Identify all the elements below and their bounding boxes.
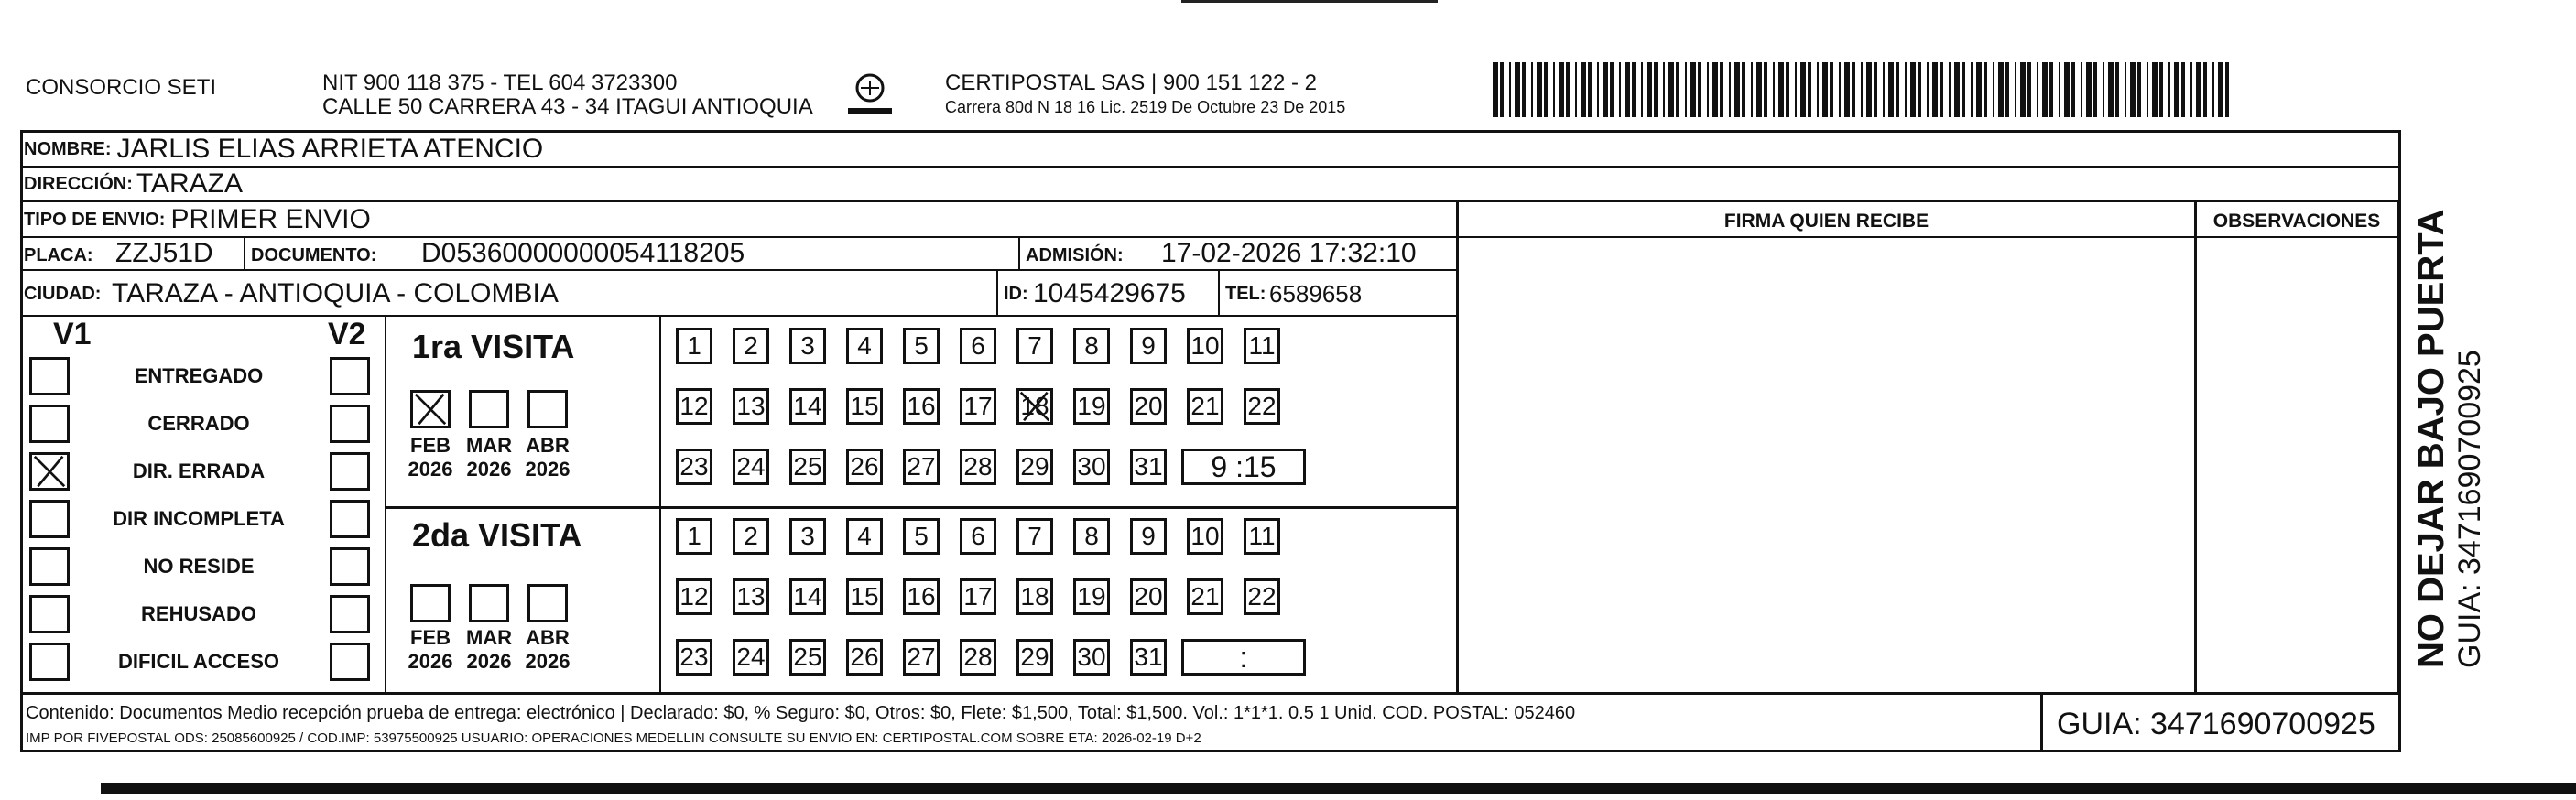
day-box[interactable]: 5 [903,328,940,364]
tipo-label: TIPO DE ENVIO: [24,209,166,230]
day-box[interactable]: 31 [1130,639,1167,676]
v1-checkbox[interactable] [29,595,70,633]
tipo-value: PRIMER ENVIO [170,204,371,234]
status-option-label: ENTREGADO [134,364,264,387]
day-box[interactable]: 19 [1073,578,1110,615]
month-name: MAR [465,626,513,649]
day-box[interactable]: 13 [733,578,769,615]
day-box[interactable]: 17 [960,578,996,615]
obs-left-border [2194,202,2197,692]
day-box[interactable]: 31 [1130,449,1167,485]
day-box[interactable]: 22 [1244,578,1280,615]
day-box[interactable]: 3 [789,518,826,555]
status-option-label: DIFICIL ACCESO [117,650,279,673]
day-box[interactable]: 5 [903,518,940,555]
day-box[interactable]: 23 [676,639,712,676]
status-option-label: CERRADO [147,412,250,435]
firma-header-line [1456,236,2399,238]
divider [2040,692,2043,752]
day-box[interactable]: 8 [1073,328,1110,364]
v2-checkbox[interactable] [330,595,370,633]
status-option [20,593,385,637]
day-box[interactable]: 10 [1187,518,1223,555]
day-box[interactable]: 19 [1073,388,1110,425]
day-box[interactable]: 7 [1016,328,1053,364]
v1-checkbox[interactable] [29,405,70,443]
divider [659,317,661,509]
month-name: MAR [465,434,513,457]
carrier-line: CERTIPOSTAL SAS | 900 151 122 - 2 [945,70,1317,95]
day-box[interactable]: 6 [960,518,996,555]
month-year: 2026 [525,458,571,481]
day-box[interactable]: 26 [846,449,883,485]
month-label [403,434,458,481]
day-box[interactable]: 12 [676,578,712,615]
id-value: 1045429675 [1033,278,1186,308]
visit2-title: 2da VISITA [412,516,582,554]
header [20,71,2401,126]
day-box[interactable]: 11 [1244,328,1280,364]
month-label [462,626,516,674]
license-line: Carrera 80d N 18 16 Lic. 2519 De Octubre 23 De 2015 [945,98,1346,116]
tel-label: TEL: [1225,284,1266,304]
v1-label: V1 [53,317,92,351]
day-box[interactable]: 21 [1187,388,1223,425]
ciudad-label: CIUDAD: [24,284,102,304]
firma-header: FIRMA QUIEN RECIBE [1723,211,1929,232]
day-box[interactable]: 23 [676,449,712,485]
time-box[interactable]: : [1181,639,1306,676]
divider [244,238,245,269]
footer-line2: IMP POR FIVEPOSTAL ODS: 25085600925 / COD.IMP: 53975500925 USUARIO: OPERACIONES MEDELLIN CONSULTE SU ENVIO EN: CERTIPOSTAL.COM SOBRE ETA: 2026-02-19 D+2 [26,730,1201,746]
month-year: 2026 [466,458,512,481]
nombre-label: NOMBRE: [24,138,112,159]
visit1-title: 1ra VISITA [412,328,575,365]
side-warning: NO DEJAR BAJO PUERTA [2411,209,2451,668]
id-label: ID: [1004,284,1028,304]
divider [1018,238,1020,269]
direccion-label: DIRECCIÓN: [24,173,133,194]
v1-checkbox[interactable] [29,500,70,538]
day-box[interactable]: 25 [789,449,826,485]
day-box[interactable]: 25 [789,639,826,676]
day-box[interactable]: 10 [1187,328,1223,364]
month-checkbox[interactable] [527,390,568,428]
day-box[interactable]: 12 [676,388,712,425]
nit-line: NIT 900 118 375 - TEL 604 3723300 [322,70,678,95]
month-name: ABR [526,434,570,457]
day-box[interactable]: 14 [789,388,826,425]
documento-value: D05360000000054118205 [421,238,745,268]
status-option-label: DIR. ERRADA [132,459,266,482]
v2-label: V2 [328,317,366,351]
status-option-label: NO RESIDE [143,555,255,578]
divider [996,271,998,315]
day-box[interactable]: 9 [1130,518,1167,555]
day-box[interactable]: 14 [789,578,826,615]
month-name: FEB [410,626,451,649]
day-box[interactable]: 15 [846,578,883,615]
company-name: CONSORCIO SETI [26,75,217,100]
v2-checkbox[interactable] [330,357,370,395]
nombre-value: JARLIS ELIAS ARRIETA ATENCIO [116,134,544,164]
day-box[interactable]: 15 [846,388,883,425]
day-box[interactable]: 21 [1187,578,1223,615]
day-box[interactable]: 28 [960,639,996,676]
day-box[interactable]: 20 [1130,578,1167,615]
day-box[interactable]: 1 [676,328,712,364]
tel-value: 6589658 [1269,280,1363,308]
day-box[interactable]: 9 [1130,328,1167,364]
divider [1218,271,1220,315]
x-mark-icon [1019,391,1050,422]
day-box[interactable]: 11 [1244,518,1280,555]
day-box[interactable]: 3 [789,328,826,364]
month-year: 2026 [408,458,453,481]
footer-guia: GUIA: 3471690700925 [2057,707,2375,741]
observaciones-header: OBSERVACIONES [2212,211,2381,232]
admision-label: ADMISIÓN: [1026,245,1124,265]
month-year: 2026 [408,650,453,673]
v1-checkbox[interactable] [29,547,70,586]
ciudad-value: TARAZA - ANTIOQUIA - COLOMBIA [112,278,559,308]
day-box[interactable]: 2 [733,328,769,364]
day-box[interactable]: 13 [733,388,769,425]
month-checkbox[interactable] [410,390,451,428]
obs-right-border [2397,202,2399,692]
status-option [20,498,385,542]
day-box[interactable]: 17 [960,388,996,425]
month-label [462,434,516,481]
time-box[interactable]: 9 :15 [1181,449,1306,485]
month-year: 2026 [466,650,512,673]
status-option [20,641,385,685]
day-box[interactable]: 6 [960,328,996,364]
status-option-label: REHUSADO [141,602,256,625]
v1-checkbox[interactable] [29,643,70,681]
v1-checkbox[interactable] [29,357,70,395]
day-box[interactable]: 22 [1244,388,1280,425]
day-box[interactable]: 7 [1016,518,1053,555]
v1-checkbox[interactable] [29,452,70,491]
visit1-section [385,317,1458,509]
v2-checkbox[interactable] [330,452,370,491]
company-contact [322,71,813,119]
day-box[interactable]: 18 [1016,578,1053,615]
month-label [520,626,575,674]
certipostal-logo [842,71,897,123]
status-section [20,317,386,692]
day-box[interactable]: 8 [1073,518,1110,555]
barcode [1493,62,2244,119]
footer-divider [20,692,2401,695]
day-box[interactable]: 16 [903,578,940,615]
day-box[interactable]: 28 [960,449,996,485]
side-guia: GUIA: 3471690700925 [2452,350,2487,668]
day-box[interactable]: 30 [1073,639,1110,676]
admision-value: 17-02-2026 17:32:10 [1161,238,1417,268]
row-nombre [20,133,2401,168]
scan-mark [1181,0,1438,3]
v2-checkbox[interactable] [330,643,370,681]
row-ciudad [20,271,1458,317]
documento-label: DOCUMENTO: [251,245,377,265]
month-checkbox[interactable] [410,584,451,622]
month-year: 2026 [525,650,571,673]
day-box[interactable]: 24 [733,639,769,676]
day-box[interactable]: 20 [1130,388,1167,425]
divider [659,509,661,692]
status-option-label: DIR INCOMPLETA [113,507,285,530]
row-direccion [20,168,2401,202]
v2-checkbox[interactable] [330,547,370,586]
placa-label: PLACA: [24,245,93,265]
bottom-bar [101,783,2576,794]
month-label [403,626,458,674]
footer-line1: Contenido: Documentos Medio recepción prueba de entrega: electrónico | Declarado: $0, % Seguro: $0, Otros: $0, Flete: $1,500, Total: $1,500. Vol.: 1*1*1. 0.5 1 Unid. COD. POSTAL: 052460 [26,703,1576,723]
month-label [520,434,575,481]
placa-value: ZZJ51D [115,238,213,268]
day-box[interactable]: 24 [733,449,769,485]
day-box[interactable]: 26 [846,639,883,676]
day-box[interactable]: 27 [903,449,940,485]
day-box[interactable]: 16 [903,388,940,425]
day-box[interactable]: 29 [1016,639,1053,676]
status-option [20,403,385,447]
month-checkbox[interactable] [469,390,509,428]
month-checkbox[interactable] [527,584,568,622]
month-checkbox[interactable] [469,584,509,622]
status-option [20,355,385,399]
address-line: CALLE 50 CARRERA 43 - 34 ITAGUI ANTIOQUIA [322,94,813,119]
day-box[interactable]: 4 [846,328,883,364]
day-box[interactable]: 18 [1016,388,1053,425]
v2-checkbox[interactable] [330,405,370,443]
day-box[interactable]: 2 [733,518,769,555]
carrier-info [945,71,1345,119]
day-box[interactable]: 27 [903,639,940,676]
status-option [20,546,385,589]
side-text [2410,156,2487,668]
month-name: ABR [526,626,570,649]
day-box[interactable]: 30 [1073,449,1110,485]
v2-checkbox[interactable] [330,500,370,538]
status-option [20,450,385,494]
day-box[interactable]: 4 [846,518,883,555]
day-box[interactable]: 1 [676,518,712,555]
day-box[interactable]: 29 [1016,449,1053,485]
month-name: FEB [410,434,451,457]
row-placa [20,238,1458,271]
visit2-section [385,509,1458,692]
x-mark-icon [32,455,67,488]
direccion-value: TARAZA [136,168,244,199]
x-mark-icon [413,393,448,426]
